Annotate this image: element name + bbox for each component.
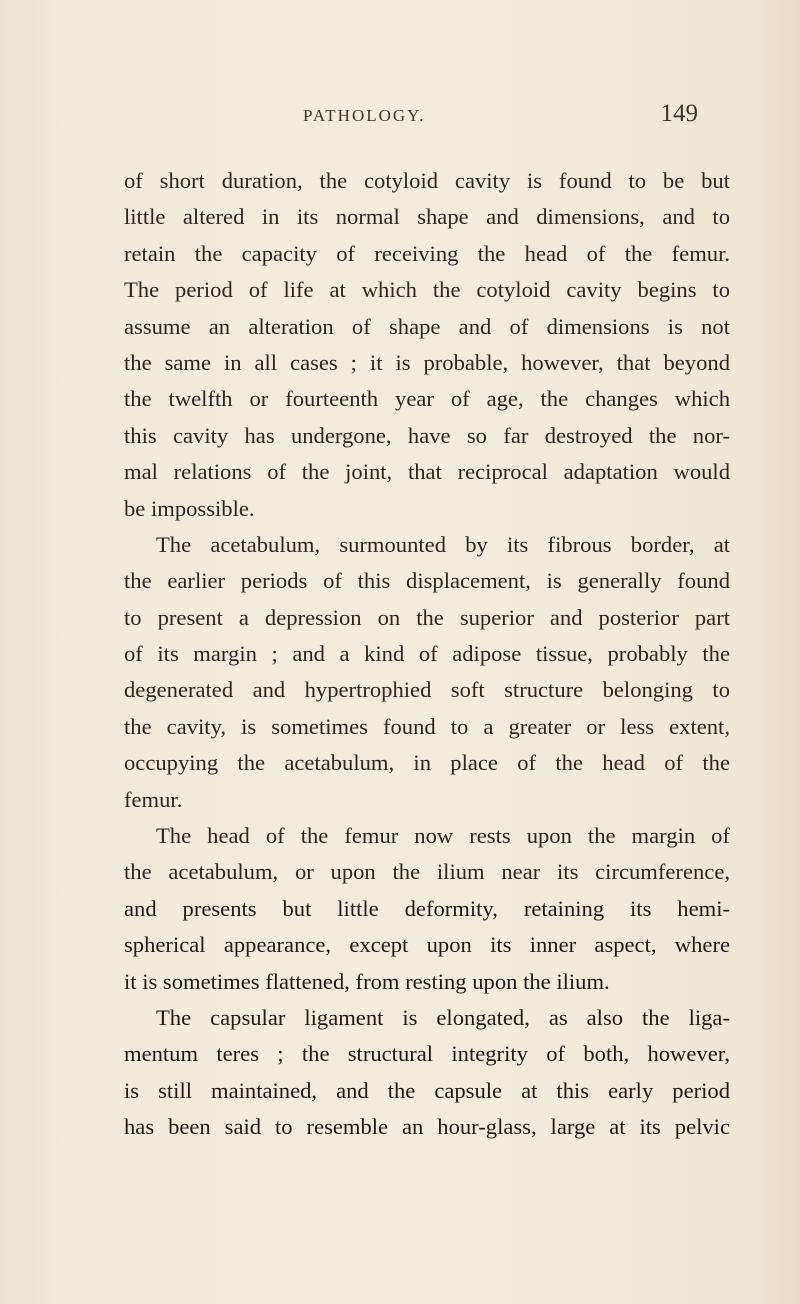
text-line: mal relations of the joint, that reciprocal adaptation would xyxy=(124,459,730,485)
text-line: the earlier periods of this displacement, is generally found xyxy=(124,568,730,594)
text-line: of short duration, the cotyloid cavity is found to be but xyxy=(124,168,730,193)
text-line: femur. xyxy=(124,786,183,812)
text-line: retain the capacity of receiving the head of the femur. xyxy=(124,240,730,266)
text-line: is still maintained, and the capsule at this early period xyxy=(124,1077,730,1103)
text-line: The period of life at which the cotyloid cavity begins to xyxy=(124,277,730,303)
text-line: to present a depression on the superior and posterior part xyxy=(124,604,730,630)
text-line: the twelfth or fourteenth year of age, the changes which xyxy=(124,386,730,412)
text-line: and presents but little deformity, retaining its hemi- xyxy=(124,895,730,921)
text-line: be impossible. xyxy=(124,495,255,521)
text-line: has been said to resemble an hour-glass, large at its pelvic xyxy=(124,1114,730,1140)
body-text xyxy=(124,163,730,1146)
text-line: degenerated and hypertrophied soft structure belonging to xyxy=(124,677,730,703)
text-line: occupying the acetabulum, in place of the head of the xyxy=(124,750,730,776)
text-line: this cavity has undergone, have so far destroyed the nor- xyxy=(124,422,730,448)
text-line: the acetabulum, or upon the ilium near its circumference, xyxy=(124,859,730,885)
text-line: of its margin ; and a kind of adipose tissue, probably the xyxy=(124,641,730,667)
text-line: mentum teres ; the structural integrity of both, however, xyxy=(124,1041,730,1067)
text-line: little altered in its normal shape and dimensions, and to xyxy=(124,204,730,230)
paragraph-start-line: The capsular ligament is elongated, as also the liga- xyxy=(156,1004,730,1030)
text-line: spherical appearance, except upon its inner aspect, where xyxy=(124,932,730,958)
paragraph-start-line: The acetabulum, surmounted by its fibrous border, at xyxy=(156,531,730,557)
text-line: the cavity, is sometimes found to a greater or less extent, xyxy=(124,713,730,739)
text-line: assume an alteration of shape and of dimensions is not xyxy=(124,313,730,339)
running-title: PATHOLOGY. xyxy=(303,106,426,125)
text-line: the same in all cases ; it is probable, however, that beyond xyxy=(124,349,730,375)
text-line: it is sometimes flattened, from resting upon the ilium. xyxy=(124,968,610,994)
running-head xyxy=(303,100,698,140)
page-number: 149 xyxy=(660,100,698,127)
paragraph-start-line: The head of the femur now rests upon the margin of xyxy=(156,823,730,849)
